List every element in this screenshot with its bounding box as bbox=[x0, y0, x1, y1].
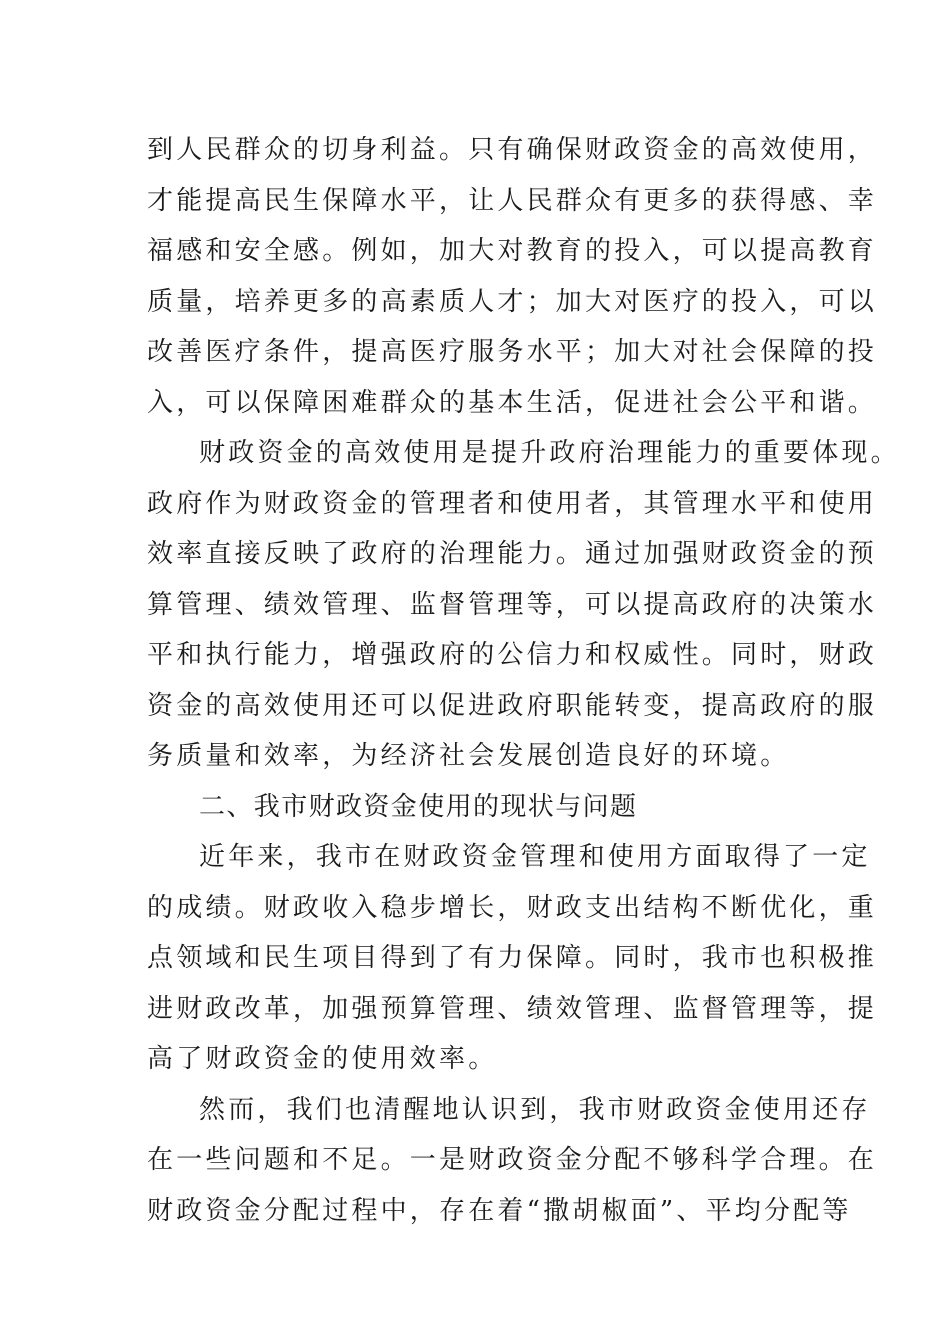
paragraph-line: 务质量和效率，为经济社会发展创造良好的环境。 bbox=[147, 741, 790, 771]
paragraph-line: 入，可以保障困难群众的基本生活，促进社会公平和谐。 bbox=[147, 388, 878, 418]
section-heading: 二、我市财政资金使用的现状与问题 bbox=[199, 792, 638, 822]
paragraph-line: 改善医疗条件，提高医疗服务水平；加大对社会保障的投 bbox=[147, 337, 878, 367]
paragraph-line: 的成绩。财政收入稳步增长，财政支出结构不断优化，重 bbox=[147, 893, 878, 923]
paragraph-line: 效率直接反映了政府的治理能力。通过加强财政资金的预 bbox=[147, 539, 878, 569]
paragraph-line: 才能提高民生保障水平，让人民群众有更多的获得感、幸 bbox=[147, 186, 878, 216]
paragraph-line: 资金的高效使用还可以促进政府职能转变，提高政府的服 bbox=[147, 691, 878, 721]
paragraph-line: 点领域和民生项目得到了有力保障。同时，我市也积极推 bbox=[147, 943, 878, 973]
paragraph-line: 算管理、绩效管理、监督管理等，可以提高政府的决策水 bbox=[147, 590, 878, 620]
paragraph-line: 高了财政资金的使用效率。 bbox=[147, 1044, 498, 1074]
paragraph-line: 福感和安全感。例如，加大对教育的投入，可以提高教育 bbox=[147, 236, 878, 266]
paragraph-first-line: 然而，我们也清醒地认识到，我市财政资金使用还存 bbox=[199, 1095, 871, 1125]
paragraph-line: 质量，培养更多的高素质人才；加大对医疗的投入，可以 bbox=[147, 287, 878, 317]
paragraph-line: 财政资金分配过程中，存在着“撒胡椒面”、平均分配等 bbox=[147, 1196, 852, 1226]
paragraph-line: 平和执行能力，增强政府的公信力和权威性。同时，财政 bbox=[147, 640, 878, 670]
paragraph-first-line: 财政资金的高效使用是提升政府治理能力的重要体现。 bbox=[199, 438, 900, 468]
paragraph-line: 在一些问题和不足。一是财政资金分配不够科学合理。在 bbox=[147, 1145, 878, 1175]
paragraph-line: 政府作为财政资金的管理者和使用者，其管理水平和使用 bbox=[147, 489, 878, 519]
paragraph-line: 到人民群众的切身利益。只有确保财政资金的高效使用， bbox=[147, 135, 878, 165]
paragraph-first-line: 近年来，我市在财政资金管理和使用方面取得了一定 bbox=[199, 842, 871, 872]
paragraph-line: 进财政改革，加强预算管理、绩效管理、监督管理等，提 bbox=[147, 994, 878, 1024]
